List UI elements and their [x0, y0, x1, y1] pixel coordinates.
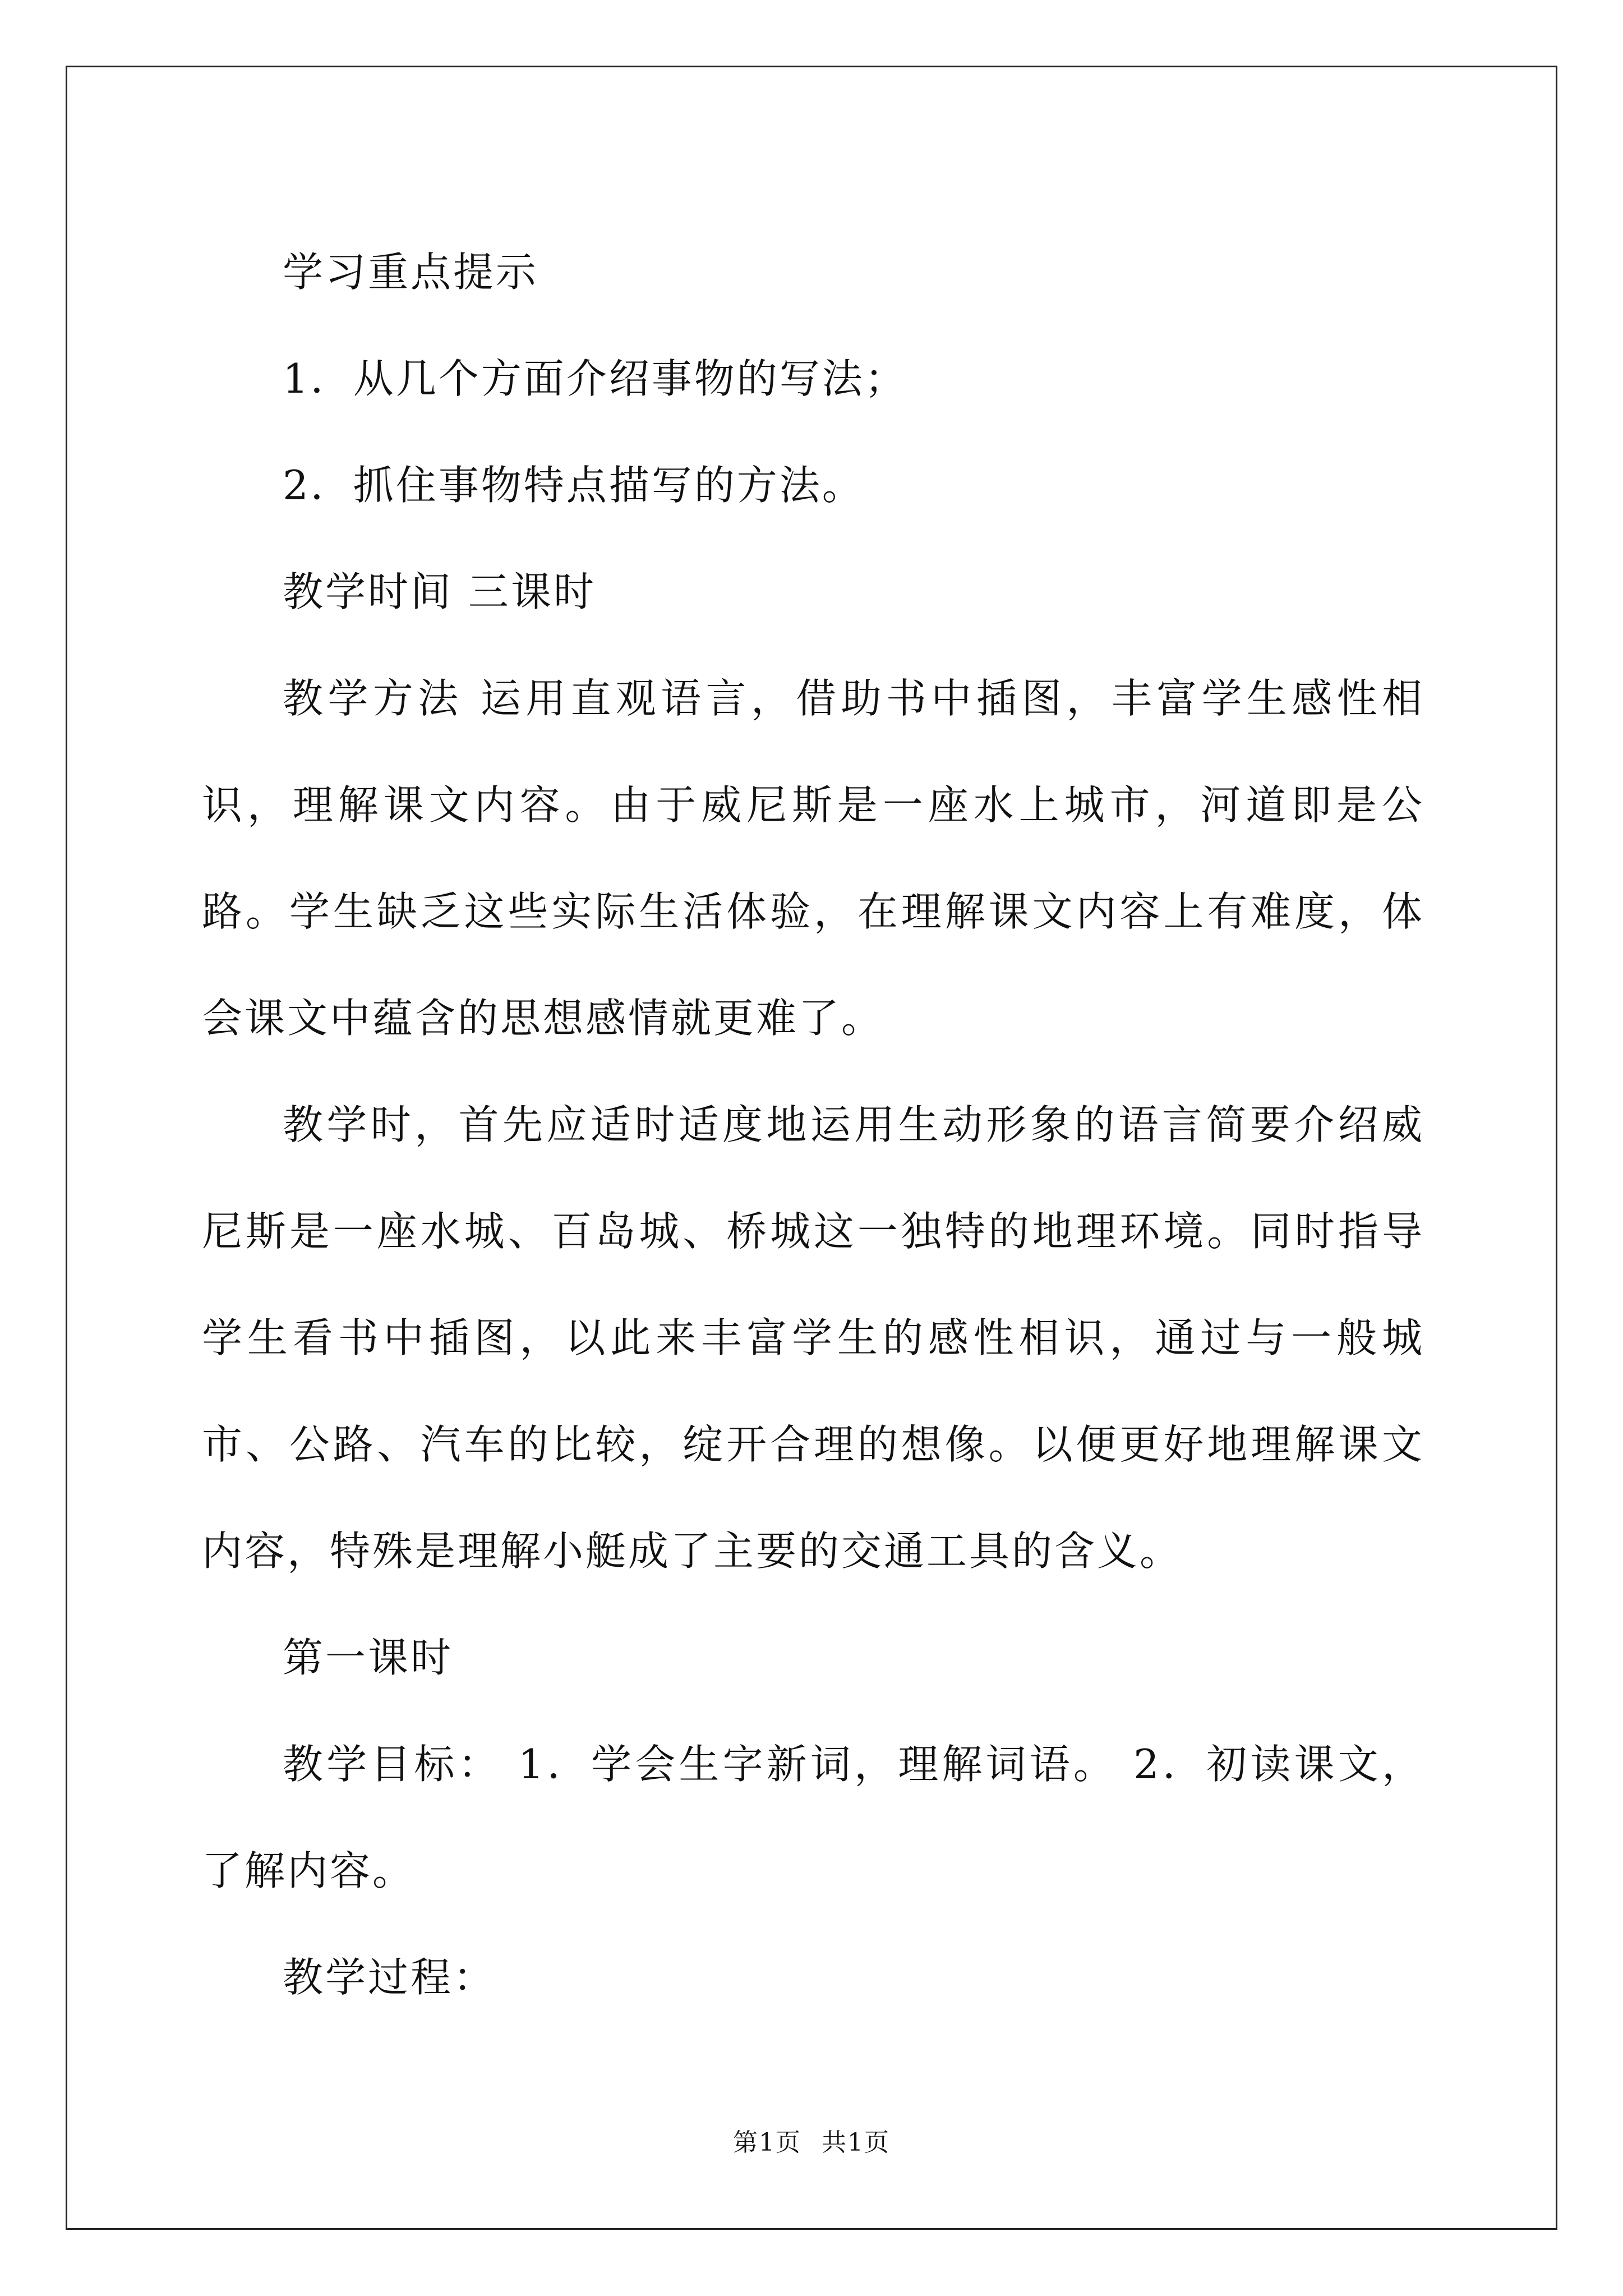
page-footer [0, 2126, 1623, 2160]
teaching-method: 教学方法 运用直观语言，借助书中插图，丰富学生感性相识，理解课文内容。由于威尼斯是一座水上城市，河道即是公路。学生缺乏这些实际生活体验，在理解课文内容上有难度，体会课文中蕴含的思想感情就更难了。 [202, 675, 1424, 1042]
heading-study-focus: 学习重点提示 [283, 249, 539, 296]
study-point-2: 2．抓住事物特点描写的方法。 [283, 462, 865, 509]
teaching-goals: 教学目标： 1．学会生字新词，理解词语。 2．初读课文，了解内容。 [202, 1741, 1424, 1894]
page-total: 共1页 [822, 2128, 890, 2157]
page-number: 第1页 [733, 2128, 801, 2157]
study-point-1: 1．从几个方面介绍事物的写法； [283, 355, 907, 402]
teaching-guidance: 教学时，首先应适时适度地运用生动形象的语言简要介绍威尼斯是一座水城、百岛城、桥城这一独特的地理环境。同时指导学生看书中插图，以此来丰富学生的感性相识，通过与一般城市、公路、汽车的比较，绽开合理的想像。以便更好地理解课文内容，特殊是理解小艇成了主要的交通工具的含义。 [202, 1101, 1424, 1575]
first-lesson-heading: 第一课时 [283, 1634, 454, 1681]
teaching-process-heading: 教学过程： [283, 1954, 496, 2001]
document-body [202, 219, 1424, 2031]
teaching-time: 教学时间 三课时 [283, 568, 596, 615]
